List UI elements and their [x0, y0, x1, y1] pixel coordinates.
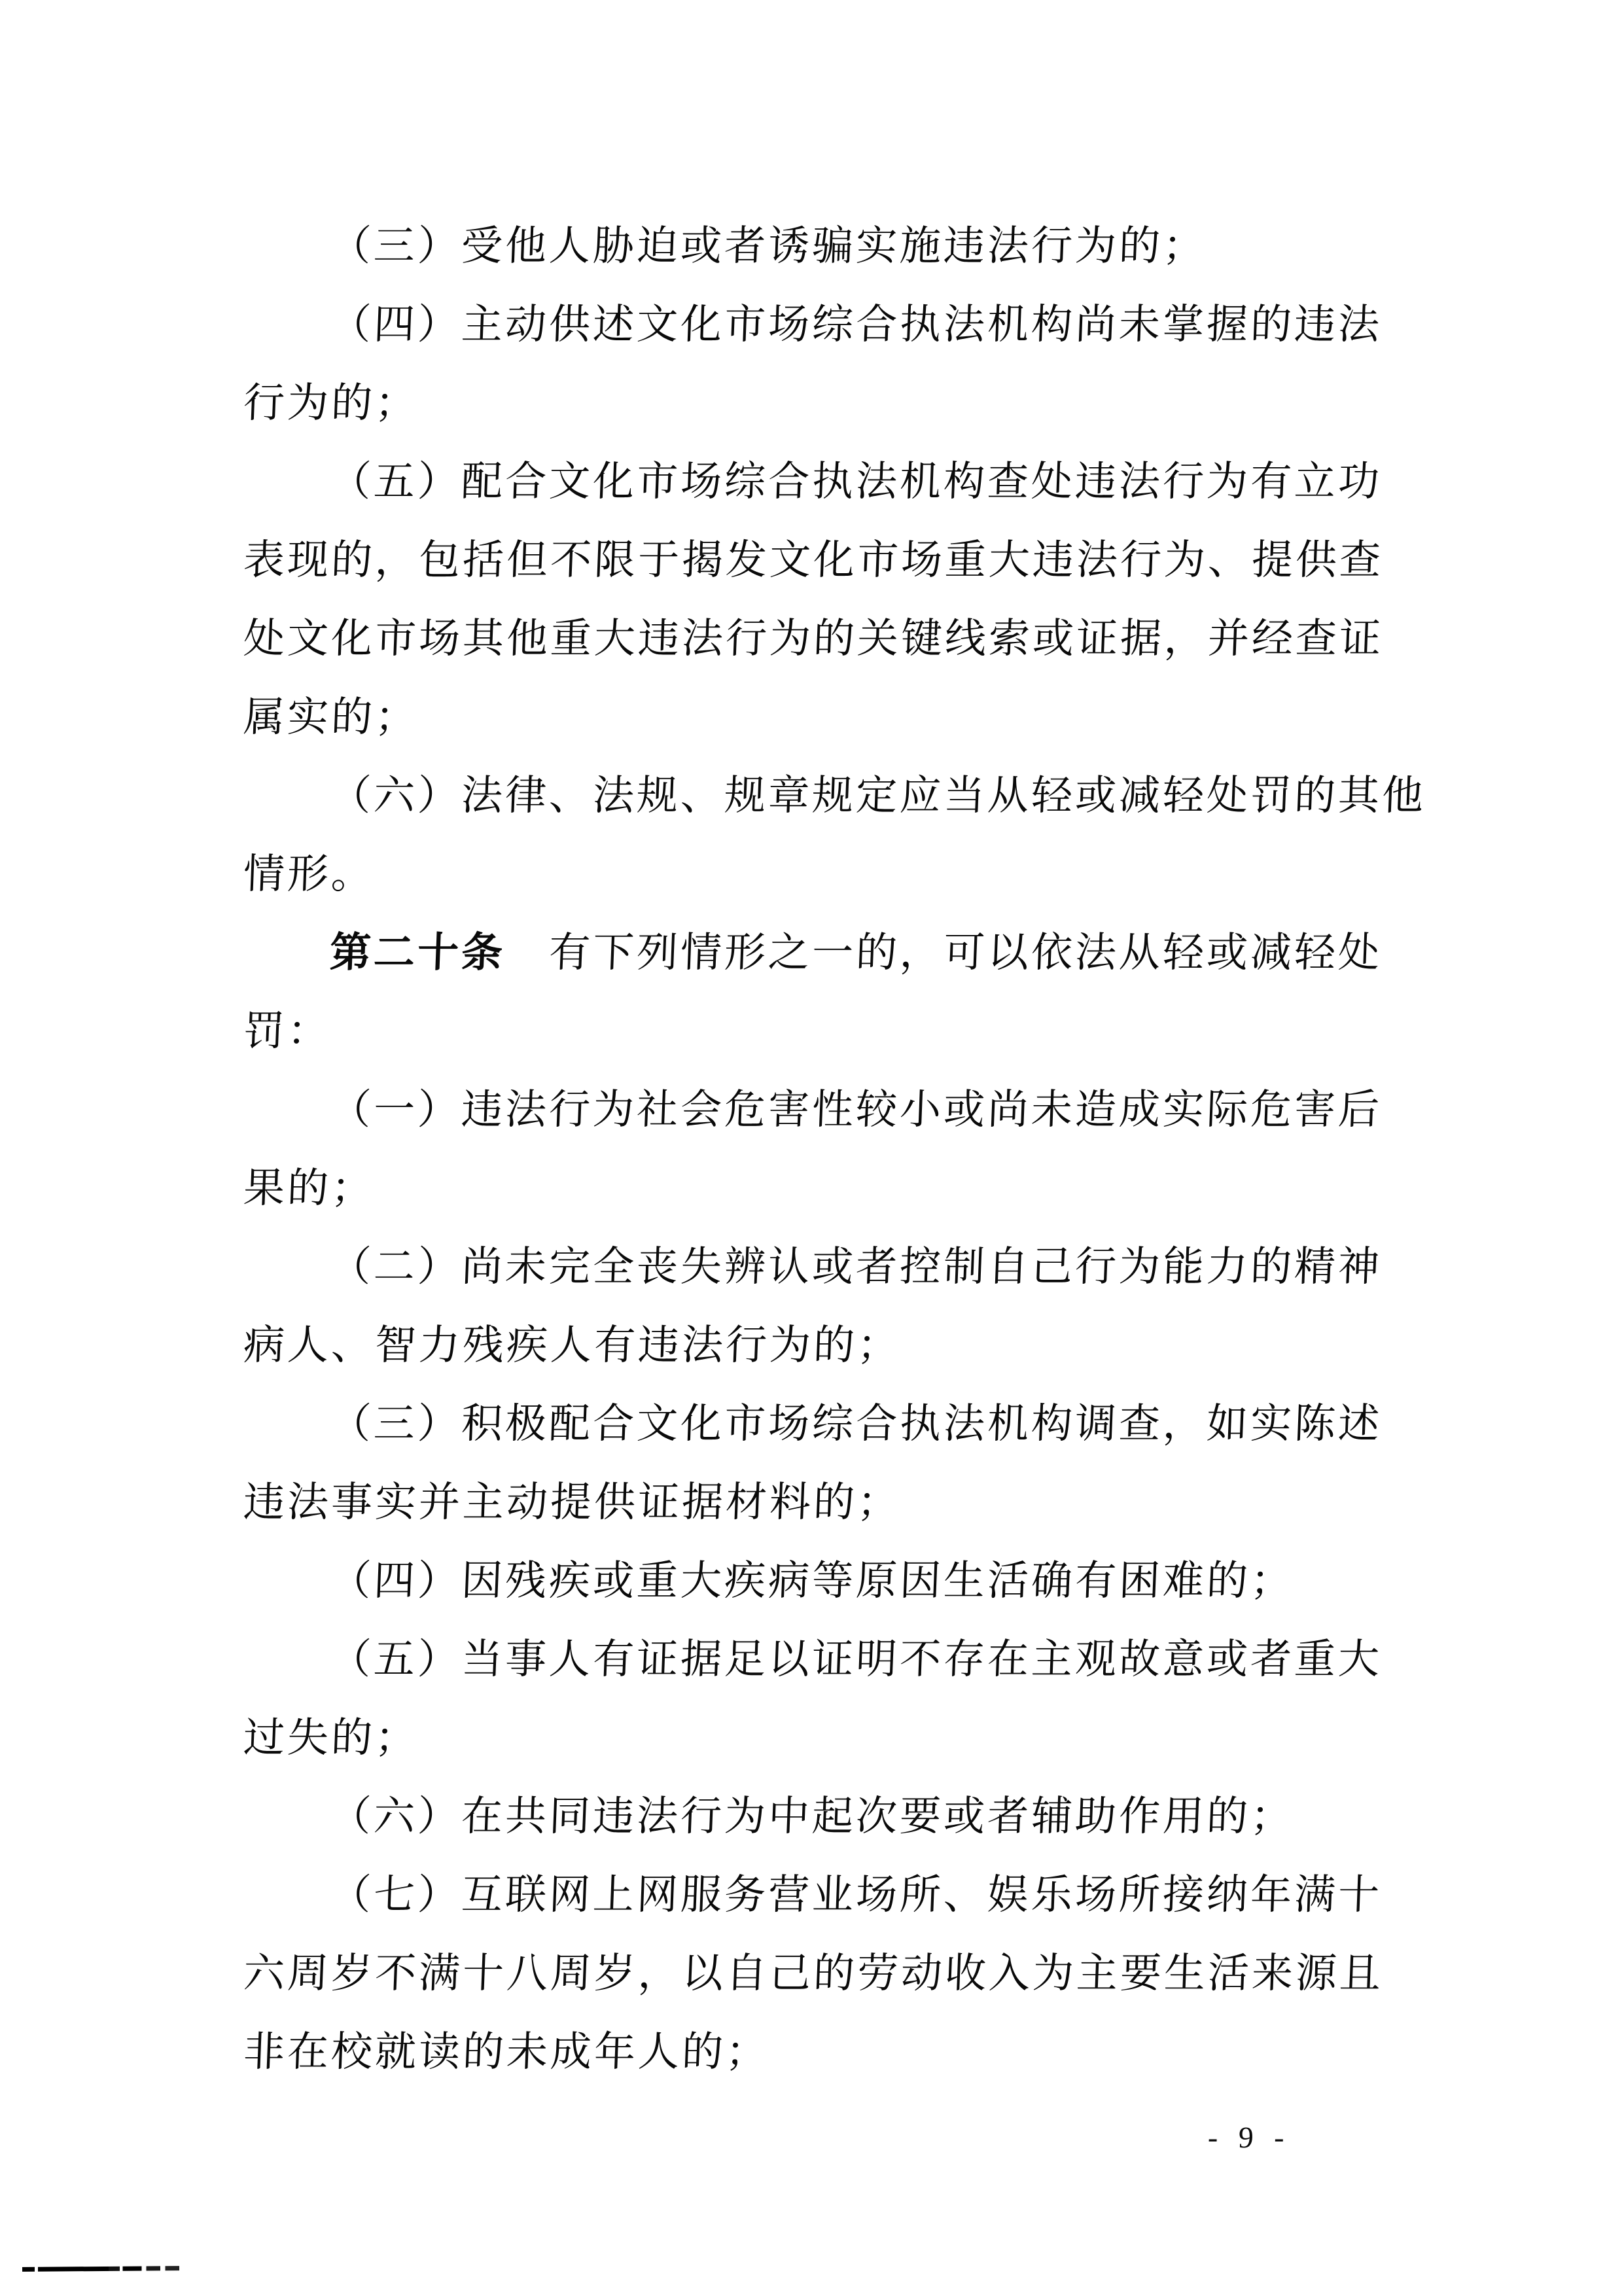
text-line: （五）当事人有证据足以证明不存在主观故意或者重大: [328, 1636, 1383, 1682]
text-line: 表现的，包括但不限于揭发文化市场重大违法行为、提供查: [242, 537, 1385, 583]
text-line: 处文化市场其他重大违法行为的关键线索或证据，并经查证: [242, 616, 1385, 662]
scan-smudge-artifact: [22, 2266, 179, 2272]
text-line: 行为的；: [242, 380, 420, 426]
page-number: - 9 -: [1207, 2121, 1292, 2154]
text-line: （七）互联网上网服务营业场所、娱乐场所接纳年满十: [328, 1872, 1383, 1918]
text-line: 病人、智力残疾人有违法行为的；: [242, 1322, 902, 1368]
text-line: （一）违法行为社会危害性较小或尚未造成实际危害后: [328, 1087, 1383, 1133]
text-line: （五）配合文化市场综合执法机构查处违法行为有立功: [328, 459, 1383, 504]
text-line: 违法事实并主动提供证据材料的；: [242, 1479, 902, 1525]
text-line: 六周岁不满十八周岁，以自己的劳动收入为主要生活来源且: [242, 1950, 1385, 1996]
text-line: 属实的；: [242, 694, 420, 740]
text-line: 第二十条 有下列情形之一的，可以依法从轻或减轻处: [328, 930, 1383, 976]
text-line: 罚：: [242, 1008, 332, 1054]
text-line: （六）在共同违法行为中起次要或者辅助作用的；: [328, 1793, 1296, 1839]
text-line: （四）因残疾或重大疾病等原因生活确有困难的；: [328, 1558, 1296, 1604]
text-line: （三）积极配合文化市场综合执法机构调查，如实陈述: [328, 1401, 1383, 1447]
text-line: （三）受他人胁迫或者诱骗实施违法行为的；: [328, 223, 1208, 269]
text-line: 情形。: [242, 851, 376, 897]
text-line: 果的；: [242, 1165, 376, 1211]
text-line: 非在校就读的未成年人的；: [242, 2029, 771, 2075]
text-line: 过失的；: [242, 1715, 420, 1761]
document-lines: [242, 207, 1427, 2091]
text-line: （六）法律、法规、规章规定应当从轻或减轻处罚的其他: [328, 773, 1427, 819]
text-line: （二）尚未完全丧失辨认或者控制自己行为能力的精神: [328, 1244, 1383, 1290]
article-number-heading: 第二十条: [328, 930, 506, 976]
text-line: （四）主动供述文化市场综合执法机构尚未掌握的违法: [328, 302, 1383, 347]
